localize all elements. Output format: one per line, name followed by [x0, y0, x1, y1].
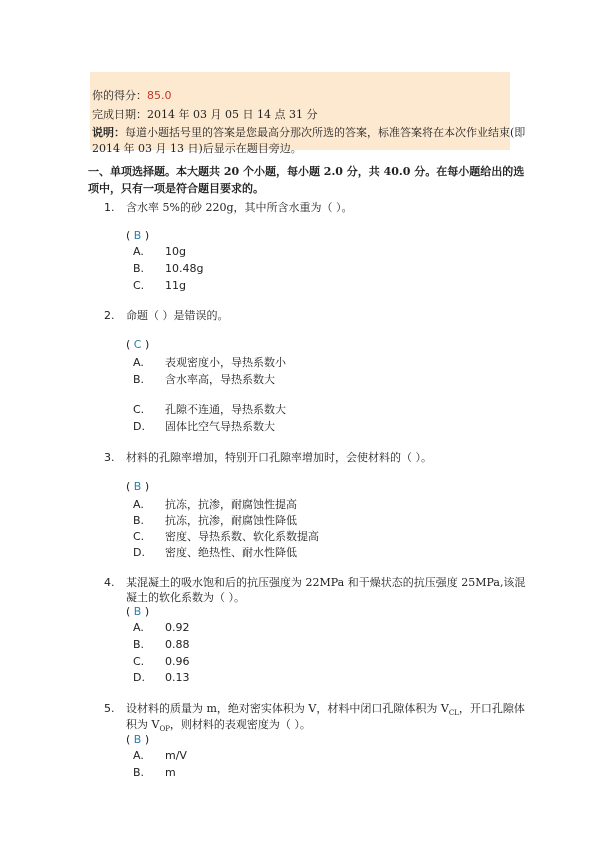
note-line-2: 2014 年 03 月 13 日)后显示在题目旁边。	[92, 142, 302, 155]
question-number: 1.	[104, 201, 115, 214]
question-2	[104, 307, 229, 323]
question-number: 3.	[104, 451, 115, 464]
answer-letter: B	[133, 733, 142, 746]
question-text: 命题（ ）是错误的。	[126, 309, 229, 322]
answer-letter: B	[133, 605, 142, 618]
answer-5: ( B )	[126, 733, 150, 746]
option-4-c[interactable]: C. 0.96	[133, 655, 190, 668]
question-text-line-2: 凝土的软化系数为（ ）。	[126, 591, 245, 604]
question-number: 2.	[104, 309, 115, 322]
option-1-b[interactable]: B. 10.48g	[133, 262, 204, 275]
answer-letter: B	[133, 480, 142, 493]
option-2-d[interactable]: D. 固体比空气导热系数大	[133, 420, 275, 433]
completion-date: 完成日期：2014 年 03 月 05 日 14 点 31 分	[92, 108, 318, 121]
question-5-line-2: 积为 $V_{OP}$，则材料的表观密度为（ ）。	[126, 718, 311, 734]
answer-4: ( B )	[126, 605, 150, 618]
option-4-a[interactable]: A. 0.92	[133, 621, 190, 634]
answer-3: ( B )	[126, 480, 150, 493]
option-4-b[interactable]: B. 0.88	[133, 638, 190, 651]
option-3-a[interactable]: A. 抗冻，抗渗，耐腐蚀性提高	[133, 498, 297, 511]
score-label: 你的得分：	[92, 89, 147, 102]
score-value: 85.0	[147, 89, 172, 102]
question-number: 5.	[104, 702, 115, 715]
option-3-d[interactable]: D. 密度、绝热性、耐水性降低	[133, 546, 297, 559]
option-5-b[interactable]: B. m	[133, 766, 176, 779]
question-text: 含水率 5%的砂 220g，其中所含水重为（ ）。	[126, 201, 353, 214]
section-title-line-2: 项中，只有一项是符合题目要求的。	[88, 182, 264, 195]
option-3-b[interactable]: B. 抗冻，抗渗，耐腐蚀性降低	[133, 514, 297, 527]
answer-letter: C	[133, 338, 142, 351]
answer-1: ( B )	[126, 229, 150, 242]
question-1	[104, 199, 352, 215]
option-2-b[interactable]: B. 含水率高，导热系数大	[133, 373, 275, 386]
section-title-line-1: 一、单项选择题。本大题共 20 个小题，每小题 2.0 分，共 40.0 分。在每小题给出的选	[88, 165, 525, 178]
option-3-c[interactable]: C. 密度、导热系数、软化系数提高	[133, 530, 319, 543]
option-1-c[interactable]: C. 11g	[133, 279, 186, 292]
answer-2: ( C )	[126, 338, 150, 351]
option-2-c[interactable]: C. 孔隙不连通，导热系数大	[133, 403, 286, 416]
question-4	[104, 574, 525, 590]
option-2-a[interactable]: A. 表观密度小，导热系数小	[133, 356, 286, 369]
question-5: 5. 设材料的质量为 m，绝对密实体积为 V，材料中闭口孔隙体积为 $V_{CL}$，开口孔隙体	[104, 702, 525, 718]
question-text-line-1: 某混凝土的吸水饱和后的抗压强度为 22MPa 和干燥状态的抗压强度 25MPa,该混	[126, 576, 526, 589]
question-text: 材料的孔隙率增加，特别开口孔隙率增加时，会使材料的（ ）。	[126, 451, 432, 464]
option-5-a[interactable]: A. m/V	[133, 749, 187, 762]
score-line	[92, 87, 172, 103]
option-1-a[interactable]: A. 10g	[133, 245, 186, 258]
note-label: 说明：	[92, 126, 125, 139]
question-number: 4.	[104, 576, 115, 589]
question-3	[104, 449, 432, 465]
note-text-1: 每道小题括号里的答案是您最高分那次所选的答案，标准答案将在本次作业结束(即	[125, 126, 526, 139]
answer-letter: B	[133, 229, 142, 242]
option-4-d[interactable]: D. 0.13	[133, 671, 190, 684]
note-line-1	[92, 124, 525, 140]
